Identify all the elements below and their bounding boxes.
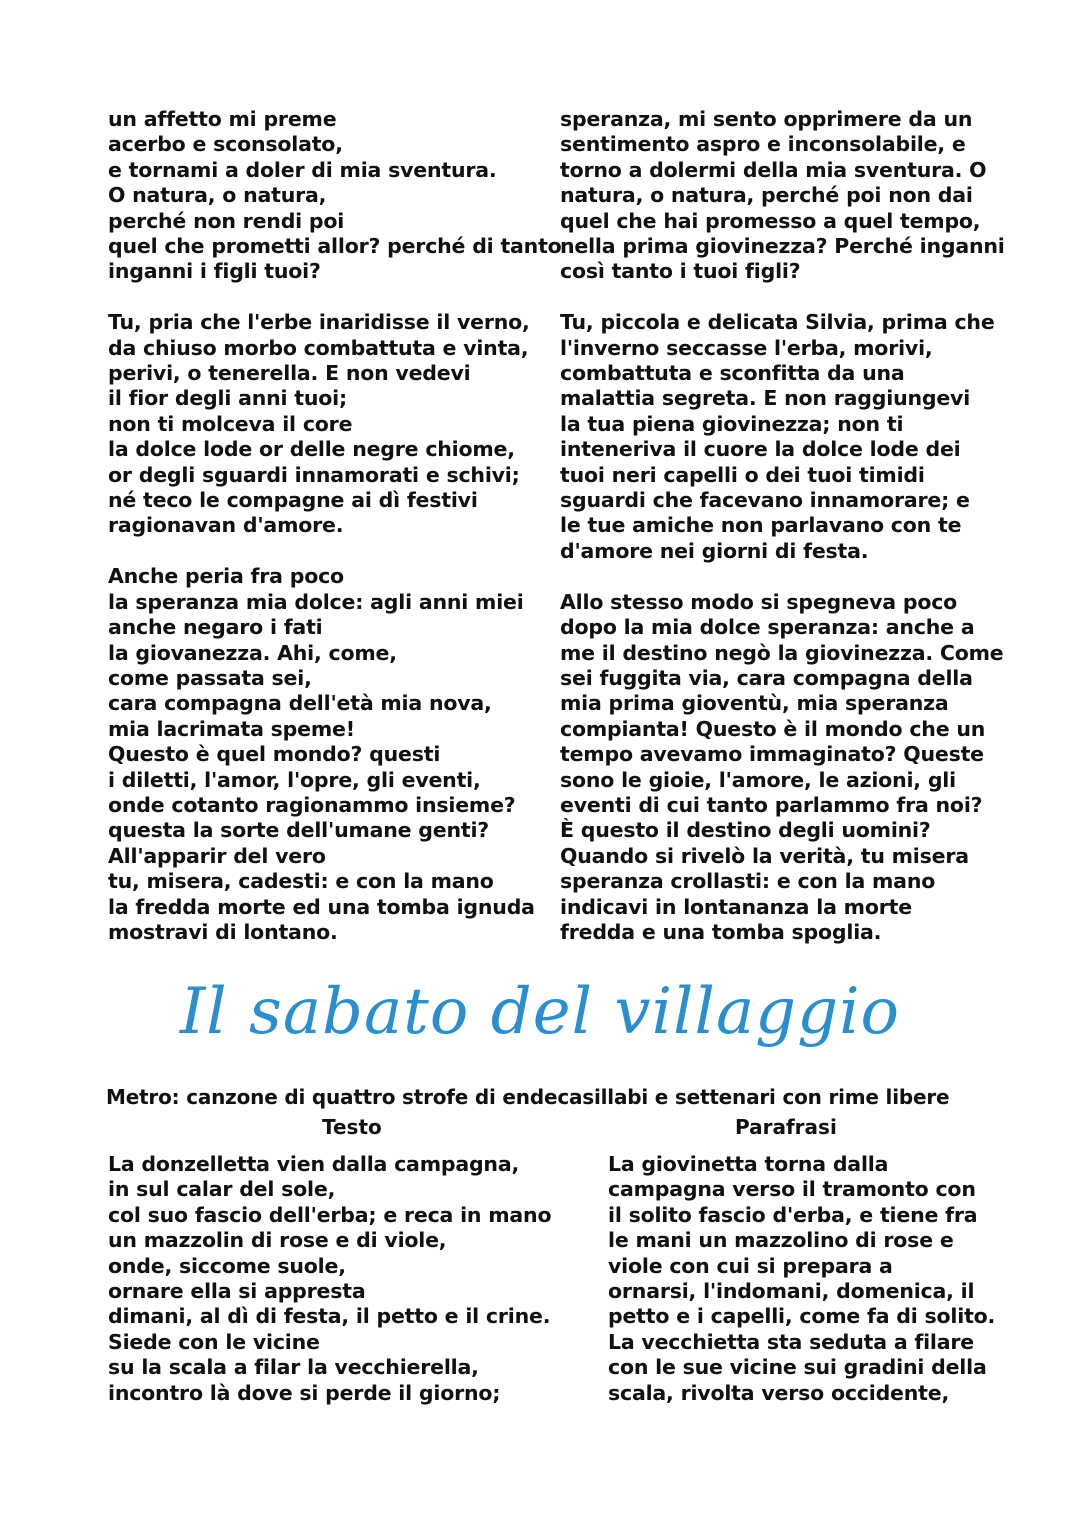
verse-line: non ti molceva il core: [108, 411, 353, 436]
verse-line: dimani, al dì di festa, il petto e il crine.: [108, 1304, 551, 1329]
stanza: [108, 310, 558, 539]
verse-line: con le sue vicine sui gradini della: [608, 1355, 987, 1380]
verse-line: ornarsi, l'indomani, domenica, il: [608, 1279, 975, 1304]
verse-line: onde cotanto ragionammo insieme?: [108, 792, 516, 817]
stanza: [108, 564, 558, 945]
verse-line: La vecchietta sta seduta a filare: [608, 1329, 975, 1354]
verse-line: sono le gioie, l'amore, le azioni, gli: [560, 767, 956, 792]
verse-line: combattuta e sconfitta da una: [560, 361, 905, 386]
verse-line: eventi di cui tanto parlammo fra noi?: [560, 792, 983, 817]
verse-line: La giovinetta torna dalla: [608, 1152, 889, 1176]
left-column-poem-text: [108, 107, 562, 971]
verse-line: ragionavan d'amore.: [108, 513, 344, 538]
verse-line: inganni i figli tuoi?: [108, 259, 321, 284]
verse-line: viole con cui si prepara a: [608, 1253, 893, 1278]
verse-line: i diletti, l'amor, l'opre, gli eventi,: [108, 767, 481, 792]
verse-line: quel che hai promesso a quel tempo,: [560, 208, 981, 233]
verse-line: acerbo e sconsolato,: [108, 132, 343, 157]
verse-line: su la scala a filar la vecchierella,: [108, 1355, 479, 1380]
verse-line: O natura, o natura,: [108, 183, 327, 208]
verse-line: così tanto i tuoi figli?: [560, 259, 801, 284]
verse-line: mia prima gioventù, mia speranza: [560, 691, 949, 716]
parafrasi-header: Parafrasi: [735, 1115, 837, 1139]
poem-title: Il sabato del villaggio: [179, 975, 901, 1049]
verse-line: Quando si rivelò la verità, tu misera: [560, 843, 969, 868]
right-column-paraphrase: [560, 107, 1005, 971]
verse-line: questa la sorte dell'umane genti?: [108, 818, 489, 843]
verse-line: l'inverno seccasse l'erba, morivi,: [560, 335, 933, 360]
verse-line: sentimento aspro e inconsolabile, e: [560, 132, 966, 157]
verse-line: il solito fascio d'erba, e tiene fra: [608, 1202, 978, 1227]
verse-line: campagna verso il tramonto con: [608, 1177, 976, 1202]
stanza: [560, 310, 1000, 564]
verse-line: come passata sei,: [108, 665, 312, 690]
verse-line: natura, o natura, perché poi non dai: [560, 183, 973, 208]
verse-line: speranza, mi sento opprimere da un: [560, 107, 973, 131]
verse-line: Siede con le vicine: [108, 1329, 320, 1354]
verse-line: Questo è quel mondo? questi: [108, 742, 441, 767]
verse-line: le mani un mazzolino di rose e: [608, 1228, 954, 1253]
verse-line: un mazzolin di rose e di viole,: [108, 1228, 447, 1253]
verse-line: Tu, pria che l'erbe inaridisse il verno,: [108, 310, 530, 335]
verse-line: Tu, piccola e delicata Silvia, prima che: [560, 310, 995, 335]
verse-line: la dolce lode or delle negre chiome,: [108, 437, 515, 462]
verse-line: la tua piena giovinezza; non ti: [560, 411, 904, 436]
verse-line: torno a dolermi della mia sventura. O: [560, 157, 987, 182]
verse-line: La donzelletta vien dalla campagna,: [108, 1152, 520, 1176]
stanza: [108, 107, 562, 285]
verse-line: e tornami a doler di mia sventura.: [108, 157, 497, 182]
verse-line: mia lacrimata speme!: [108, 716, 355, 741]
verse-line: inteneriva il cuore la dolce lode dei: [560, 437, 961, 462]
verse-line: la fredda morte ed una tomba ignuda: [108, 894, 535, 919]
verse-line: cara compagna dell'età mia nova,: [108, 691, 492, 716]
verse-line: fredda e una tomba spoglia.: [560, 919, 882, 944]
testo-column: [108, 1152, 588, 1406]
verse-line: da chiuso morbo combattuta e vinta,: [108, 335, 529, 360]
verse-line: sguardi che facevano innamorare; e: [560, 488, 970, 513]
verse-line: speranza crollasti: e con la mano: [560, 869, 936, 894]
verse-line: or degli sguardi innamorati e schivi;: [108, 462, 520, 487]
verse-line: né teco le compagne ai dì festivi: [108, 488, 478, 513]
metro-description: Metro: canzone di quattro strofe di endecasillabi e settenari con rime libere: [106, 1085, 950, 1109]
verse-line: un affetto mi preme: [108, 107, 337, 131]
verse-line: col suo fascio dell'erba; e reca in mano: [108, 1202, 552, 1227]
stanza: [560, 589, 1004, 946]
verse-line: anche negaro i fati: [108, 615, 323, 640]
verse-line: tuoi neri capelli o dei tuoi timidi: [560, 462, 925, 487]
verse-line: il fior degli anni tuoi;: [108, 386, 347, 411]
verse-line: sei fuggita via, cara compagna della: [560, 665, 973, 690]
verse-line: in sul calar del sole,: [108, 1177, 336, 1202]
verse-line: È questo il destino degli uomini?: [560, 818, 931, 843]
verse-line: dopo la mia dolce speranza: anche a: [560, 615, 975, 640]
verse-line: mostravi di lontano.: [108, 919, 338, 944]
verse-line: nella prima giovinezza? Perché inganni: [560, 234, 1005, 259]
verse-line: Anche peria fra poco: [108, 564, 344, 589]
verse-line: incontro là dove si perde il giorno;: [108, 1380, 501, 1405]
verse-line: d'amore nei giorni di festa.: [560, 538, 869, 563]
verse-line: indicavi in lontananza la morte: [560, 894, 912, 919]
parafrasi-column: [608, 1152, 1008, 1406]
verse-line: la speranza mia dolce: agli anni miei: [108, 589, 524, 614]
verse-line: la giovanezza. Ahi, come,: [108, 640, 397, 665]
verse-line: tu, misera, cadesti: e con la mano: [108, 869, 494, 894]
verse-line: le tue amiche non parlavano con te: [560, 513, 962, 538]
verse-line: perivi, o tenerella. E non vedevi: [108, 361, 471, 386]
verse-line: tempo avevamo immaginato? Queste: [560, 742, 984, 767]
stanza: [560, 107, 1005, 285]
verse-line: onde, siccome suole,: [108, 1253, 346, 1278]
verse-line: compianta! Questo è il mondo che un: [560, 716, 986, 741]
verse-line: perché non rendi poi: [108, 208, 345, 233]
verse-line: quel che prometti allor? perché di tanto: [108, 234, 562, 259]
verse-line: ornare ella si appresta: [108, 1279, 366, 1304]
testo-header: Testo: [322, 1115, 382, 1139]
verse-line: malattia segreta. E non raggiungevi: [560, 386, 971, 411]
verse-line: petto e i capelli, come fa di solito.: [608, 1304, 996, 1329]
verse-line: Allo stesso modo si spegneva poco: [560, 589, 958, 614]
verse-line: All'apparir del vero: [108, 843, 326, 868]
verse-line: scala, rivolta verso occidente,: [608, 1380, 950, 1405]
verse-line: me il destino negò la giovinezza. Come: [560, 640, 1004, 665]
